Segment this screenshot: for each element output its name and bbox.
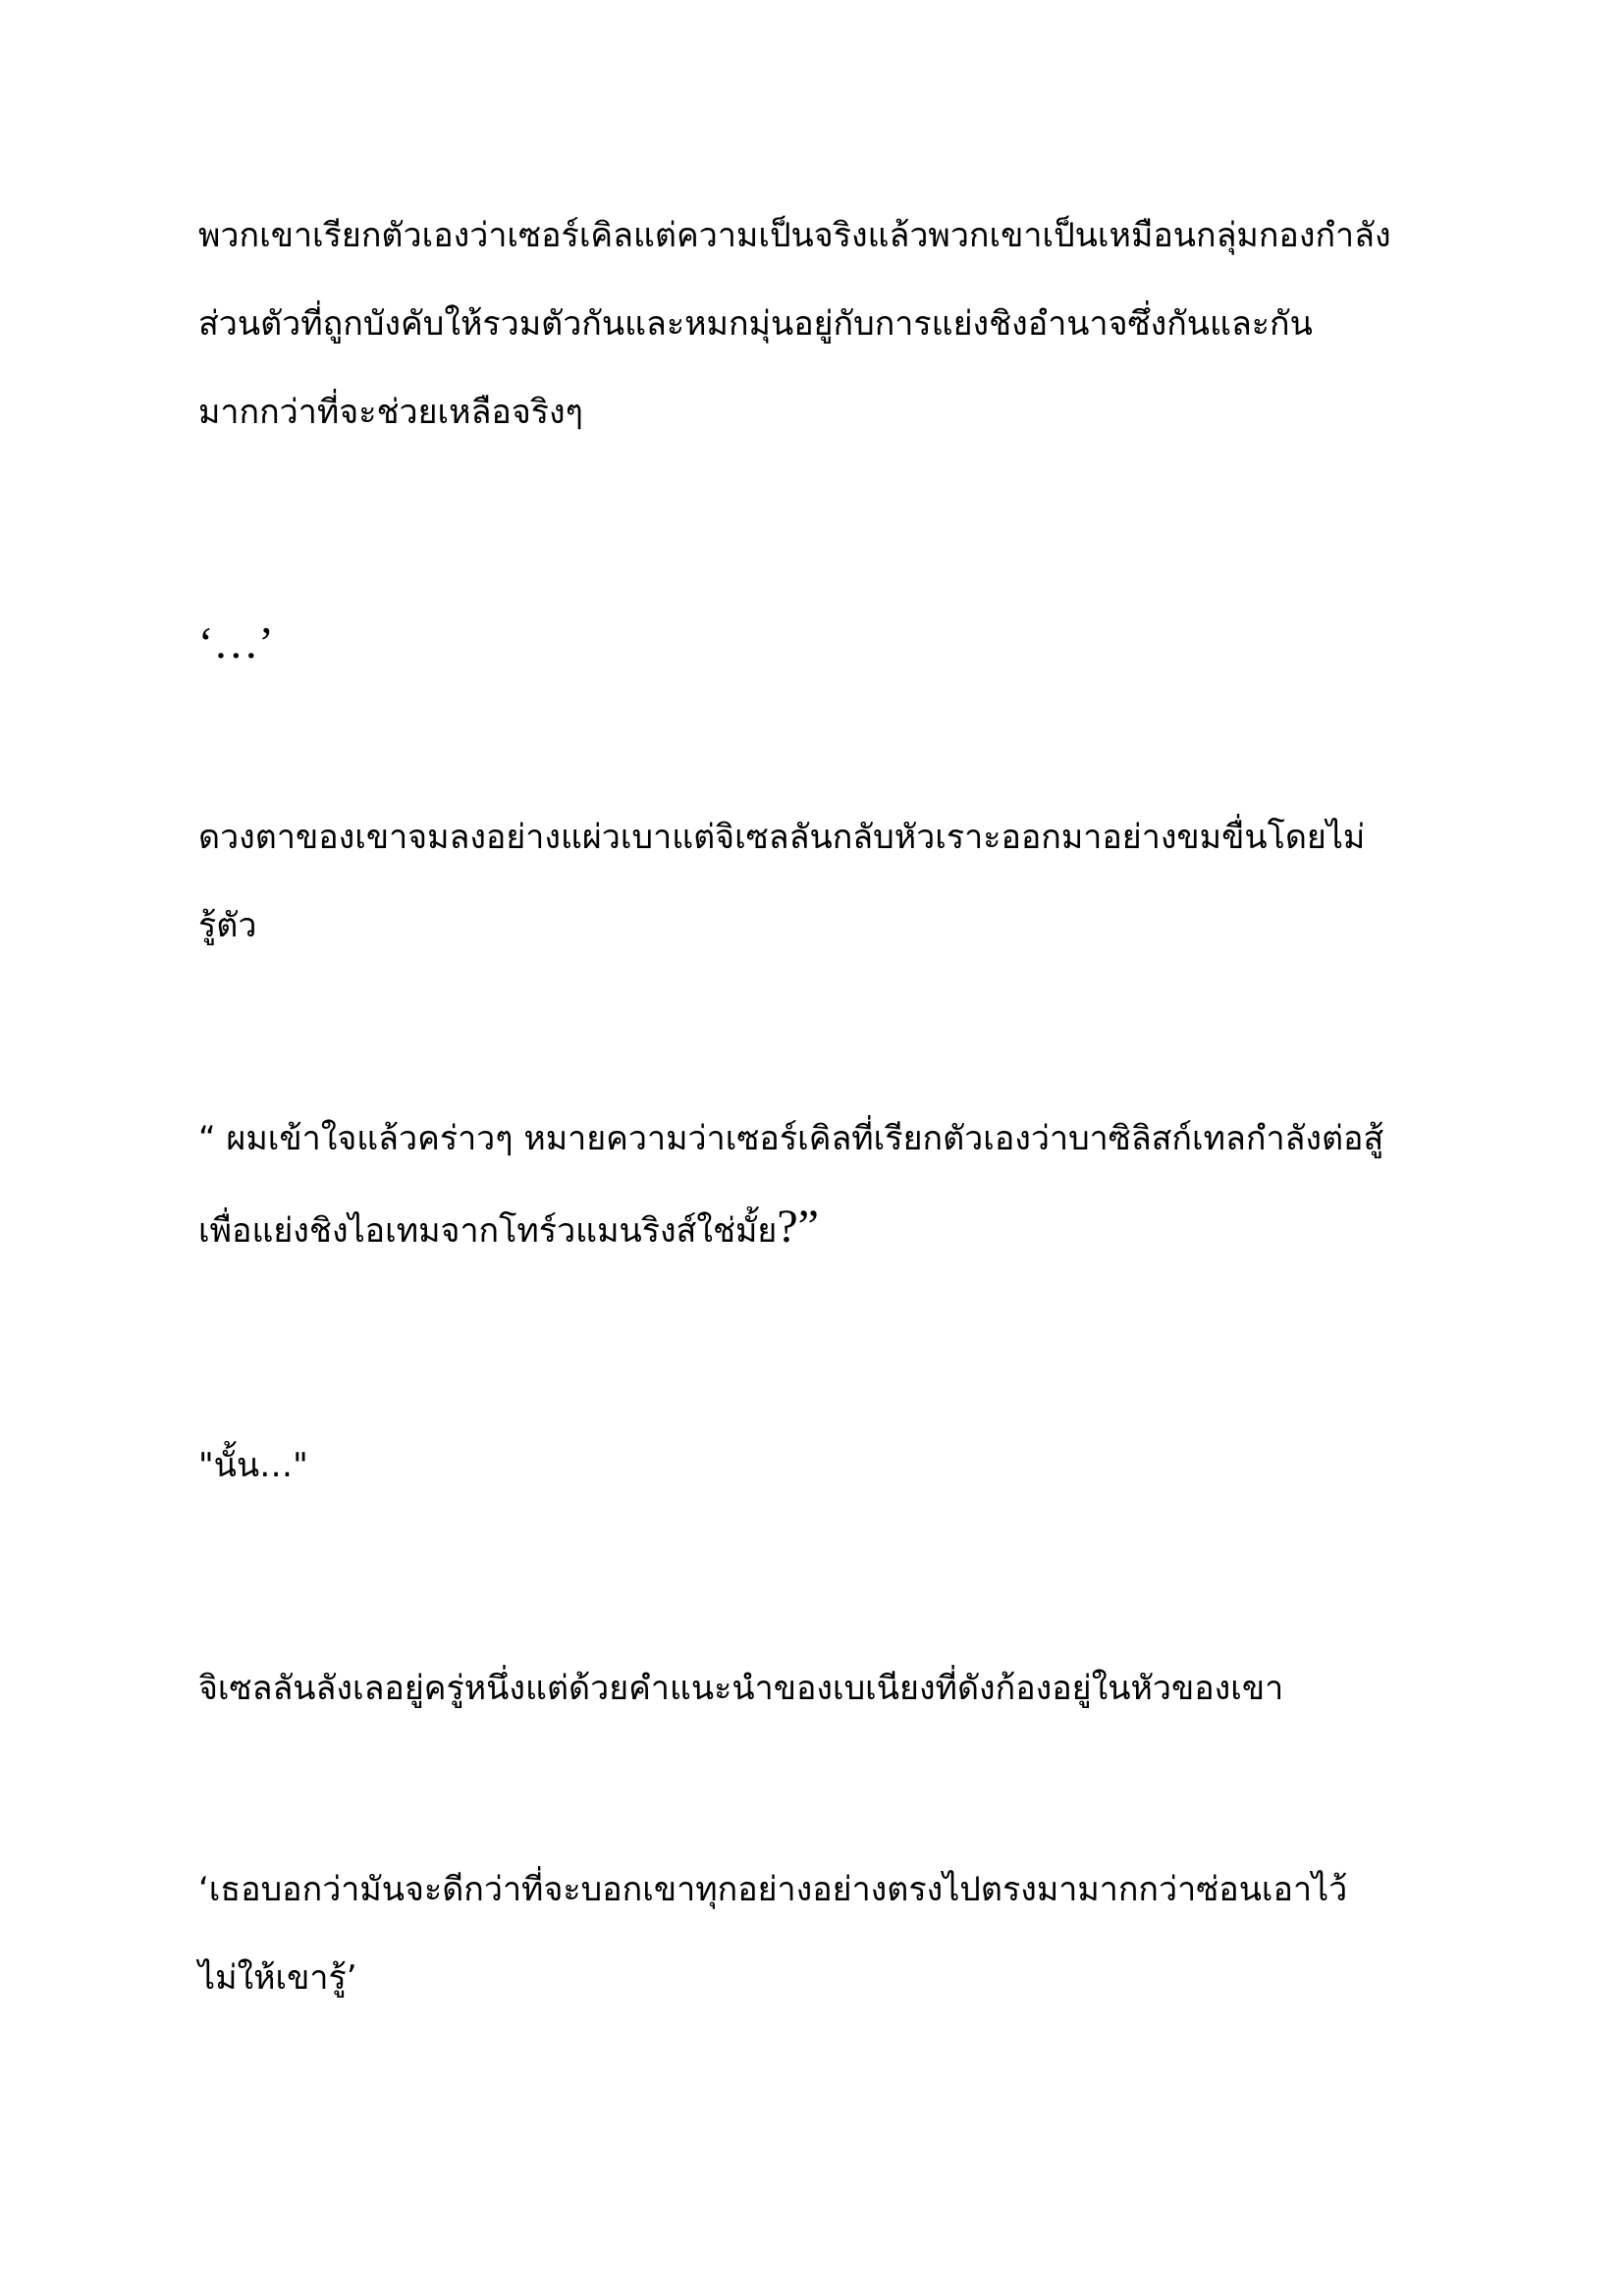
paragraph-line: รู้ตัว	[198, 906, 257, 945]
question-quote-mark: ?”	[777, 1201, 819, 1253]
paragraph-2	[198, 599, 1465, 687]
paragraph-line: "นั้น…"	[198, 1446, 308, 1485]
paragraph-line: “ ผมเข้าใจแล้วคร่าวๆ หมายความว่าเซอร์เคิลที่เรียกตัวเองว่าบาซิลิสก์เทลกำลังต่อสู้	[198, 1119, 1384, 1158]
paragraph-3	[198, 793, 1465, 970]
paragraph-4	[198, 1095, 1465, 1271]
paragraph-6	[198, 1644, 1465, 1733]
paragraph-line: จิเซลลันลังเลอยู่ครู่หนึ่งแต่ด้วยคำแนะนำของเบเนียงที่ดังก้องอยู่ในหัวของเขา	[198, 1669, 1284, 1708]
paragraph-line	[198, 1183, 1465, 1271]
paragraph-1	[198, 191, 1465, 456]
paragraph-line: มากกว่าที่จะช่วยเหลือจริงๆ	[198, 393, 583, 432]
ellipsis-quote: ‘…’	[198, 617, 274, 667]
paragraph-line-text: เพื่อแย่งชิงไอเทมจากโทร์วแมนริงส์ใช่มั้ย	[198, 1211, 778, 1251]
paragraph-5	[198, 1421, 1465, 1510]
paragraph-line: ‘เธอบอกว่ามันจะดีกว่าที่จะบอกเขาทุกอย่างอย่างตรงไปตรงมามากกว่าซ่อนเอาไว้	[198, 1870, 1348, 1909]
paragraph-line: ดวงตาของเขาจมลงอย่างแผ่วเบาแต่จิเซลลันกลับหัวเราะออกมาอย่างขมขื่นโดยไม่	[198, 818, 1366, 857]
paragraph-line: พวกเขาเรียกตัวเองว่าเซอร์เคิลแต่ความเป็นจริงแล้วพวกเขาเป็นเหมือนกลุ่มกองกำลัง	[198, 216, 1391, 255]
paragraph-7	[198, 1845, 1465, 2022]
paragraph-line: ส่วนตัวที่ถูกบังคับให้รวมตัวกันและหมกมุ่นอยู่กับการแย่งชิงอำนาจซึ่งกันและกัน	[198, 304, 1313, 344]
paragraph-line: ไม่ให้เขารู้’	[198, 1958, 357, 1998]
